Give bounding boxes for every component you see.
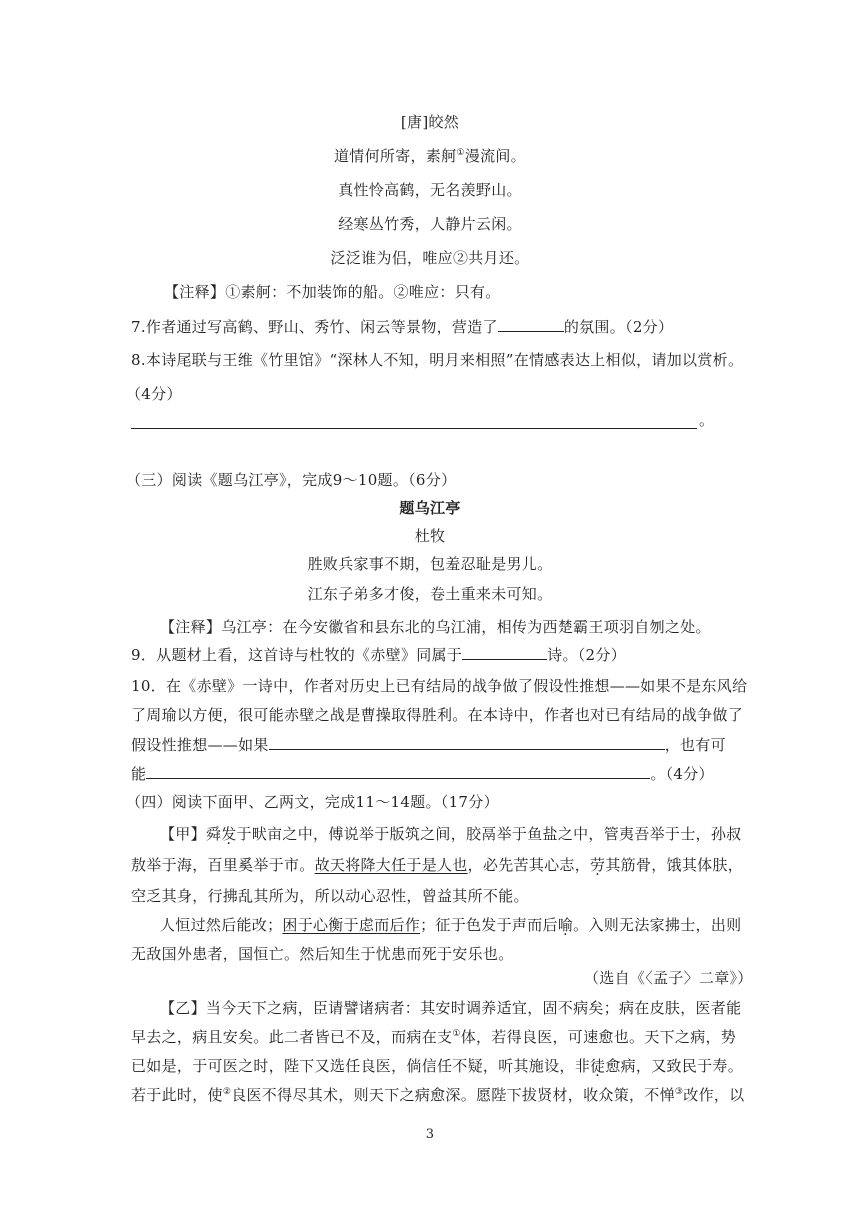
jia-para-1-line-3: 空乏其身，行拂乱其所为，所以动心忍性，曾益其所不能。 xyxy=(131,887,529,905)
jia-para-1-line-2: 敖举于海，百里奚举于市。故天将降大任于是人也，必先苦其心志，劳其筋骨，饿其体肤， xyxy=(131,856,744,874)
jia-para-1-line-1: 【甲】舜发于畎亩之中，傅说举于版筑之间，胶鬲举于鱼盐之中，管夷吾举于士，孙叔 xyxy=(160,825,742,843)
q10-answer-blank-1[interactable] xyxy=(269,734,665,750)
q8-answer-end: 。 xyxy=(699,411,715,429)
question-7: 7.作者通过写高鹤、野山、秀竹、闲云等景物，营造了 的氛围。（2分） xyxy=(131,318,674,336)
yi-line-2: 早去之，病且安矣。此二者皆已不及，而病在支①体，若得良医，可速愈也。天下之病，势 xyxy=(131,1028,737,1046)
q10-answer-blank-2[interactable] xyxy=(146,763,650,779)
poem1-line-3: 经寒丛竹秀，人静片云闲。 xyxy=(338,215,522,233)
q7-answer-blank[interactable] xyxy=(498,316,564,332)
yi-line-4: 若于此时，使②良医不得尽其术，则天下之病愈深。愿陛下拔贤材，收众策，不惮③改作，以 xyxy=(131,1086,745,1104)
section-3-poem-author: 杜牧 xyxy=(414,527,446,545)
section-3-poem-title: 题乌江亭 xyxy=(399,499,461,517)
section-3-poem-line-1: 胜败兵家事不期，包羞忍耻是男儿。 xyxy=(307,555,553,573)
q9-answer-blank[interactable] xyxy=(462,644,547,660)
q8-answer-line[interactable] xyxy=(131,428,697,429)
question-10-line-4: 能 。（4分） xyxy=(131,765,714,783)
section-3-note: 【注释】乌江亭：在今安徽省和县东北的乌江浦，相传为西楚霸王项羽自刎之处。 xyxy=(160,618,711,636)
question-9: 9．从题材上看，这首诗与杜牧的《赤壁》同属于 诗。（2分） xyxy=(131,646,627,664)
poem1-author: [唐]皎然 xyxy=(400,113,460,131)
page-number: 3 xyxy=(425,1127,435,1142)
section-3-heading: （三）阅读《题乌江亭》，完成9～10题。（6分） xyxy=(126,471,457,489)
yi-line-1: 【乙】当今天下之病，臣请譬诸病者：其安时调养适宜，固不病矣；病在皮肤，医者能 xyxy=(160,999,742,1017)
question-8-line-2: （4分） xyxy=(126,385,182,403)
jia-para-2-line-1: 人恒过然后能改；困于心衡于虑而后作；征于色发于声而后喻。入则无法家拂士，出则 xyxy=(160,916,742,934)
poem1-line-4: 泛泛谁为侣，唯应②共月还。 xyxy=(330,249,530,267)
emphasis-dot-tu: 徒 xyxy=(590,1057,606,1075)
poem1-line-2: 真性怜高鹤，无名羡野山。 xyxy=(338,181,522,199)
underlined-sentence-2: 困于心衡于虑而后作 xyxy=(282,916,421,934)
question-10-line-3: 假设性推想——如果 ，也有可 xyxy=(131,736,726,754)
yi-line-3: 已如是，于可医之时，陛下又选任良医，倘信任不疑，听其施设，非徒愈病，又致民于寿。 xyxy=(131,1057,744,1075)
underlined-sentence-1: 故天将降大任于是人也 xyxy=(314,856,468,874)
jia-source: （选自《〈孟子〉二章》） xyxy=(584,969,753,987)
question-8-line-1: 8.本诗尾联与王维《竹里馆》“深林人不知，明月来相照”在情感表达上相似，请加以赏析。 xyxy=(131,351,744,369)
poem1-line-1: 道情何所寄，素舸①漫流间。 xyxy=(334,147,526,165)
poem1-note: 【注释】①素舸：不加装饰的船。②唯应：只有。 xyxy=(164,283,501,301)
section-3-poem-line-2: 江东子弟多才俊，卷土重来未可知。 xyxy=(307,585,553,603)
question-10-line-2: 了周瑜以方便，很可能赤壁之战是曹操取得胜利。在本诗中，作者也对已有结局的战争做了 xyxy=(131,706,744,724)
emphasis-dot-yu: 喻 xyxy=(557,916,574,934)
jia-para-2-line-2: 无敌国外患者，国恒亡。然后知生于忧患而死于安乐也。 xyxy=(131,945,514,963)
section-4-heading: （四）阅读下面甲、乙两文，完成11～14题。（17分） xyxy=(126,793,499,811)
question-10-line-1: 10．在《赤壁》一诗中，作者对历史上已有结局的战争做了假设性推想——如果不是东风给 xyxy=(131,677,748,695)
emphasis-dot-fa: 发 xyxy=(221,825,237,843)
emphasis-dot-lao: 劳 xyxy=(590,856,606,874)
